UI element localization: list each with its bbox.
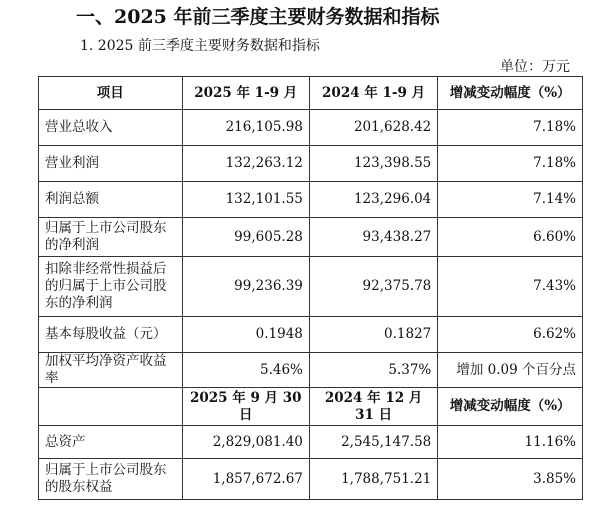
- section-heading: 一、2025 年前三季度主要财务数据和指标: [76, 6, 440, 28]
- value-cell: 99,236.39: [182, 257, 309, 317]
- change-cell: 7.14%: [438, 182, 583, 218]
- value-cell: 201,628.42: [309, 110, 437, 146]
- value-cell: 99,605.28: [182, 218, 309, 257]
- row-label: 营业总收入: [39, 110, 183, 146]
- header-cell: 项目: [39, 77, 183, 110]
- change-cell: 11.16%: [438, 426, 583, 459]
- value-cell: 132,101.55: [182, 182, 309, 218]
- header-cell: 2024 年 1-9 月: [309, 77, 437, 110]
- change-cell: 7.18%: [438, 146, 583, 182]
- change-cell: 7.18%: [438, 110, 583, 146]
- value-cell: 216,105.98: [182, 110, 309, 146]
- header-cell: 2025 年 9 月 30 日: [182, 388, 309, 426]
- subsection-heading: 1. 2025 前三季度主要财务数据和指标: [80, 38, 320, 54]
- value-cell: 132,263.12: [182, 146, 309, 182]
- row-label: 扣除非经常性损益后的归属于上市公司股东的净利润: [39, 257, 183, 317]
- table-header-row: [39, 77, 583, 110]
- row-label: 基本每股收益（元）: [39, 317, 183, 353]
- header-cell: 增减变动幅度（%）: [438, 388, 583, 426]
- change-cell: 6.62%: [438, 317, 583, 353]
- table-row: [39, 353, 583, 388]
- value-cell: 0.1827: [309, 317, 437, 353]
- change-cell: 6.60%: [438, 218, 583, 257]
- table-row: [39, 459, 583, 500]
- table-row: [39, 218, 583, 257]
- table-row: [39, 426, 583, 459]
- value-cell: 2,829,081.40: [182, 426, 309, 459]
- change-cell: 7.43%: [438, 257, 583, 317]
- header-cell: 2024 年 12 月 31 日: [309, 388, 437, 426]
- change-cell: 增加 0.09 个百分点: [438, 353, 583, 388]
- row-label: 归属于上市公司股东的股东权益: [39, 459, 183, 500]
- row-label: 营业利润: [39, 146, 183, 182]
- row-label: 加权平均净资产收益率: [39, 353, 183, 388]
- value-cell: 5.46%: [182, 353, 309, 388]
- unit-label: 单位：万元: [500, 59, 570, 75]
- row-label: 归属于上市公司股东的净利润: [39, 218, 183, 257]
- table-row: [39, 317, 583, 353]
- table-row: [39, 182, 583, 218]
- header-cell: [39, 388, 183, 426]
- row-label: 总资产: [39, 426, 183, 459]
- financial-data-table: [38, 76, 583, 500]
- value-cell: 93,438.27: [309, 218, 437, 257]
- value-cell: 92,375.78: [309, 257, 437, 317]
- table-header-row: [39, 388, 583, 426]
- value-cell: 1,857,672.67: [182, 459, 309, 500]
- value-cell: 2,545,147.58: [309, 426, 437, 459]
- value-cell: 123,398.55: [309, 146, 437, 182]
- value-cell: 5.37%: [309, 353, 437, 388]
- value-cell: 1,788,751.21: [309, 459, 437, 500]
- header-cell: 增减变动幅度（%）: [438, 77, 583, 110]
- value-cell: 123,296.04: [309, 182, 437, 218]
- table-row: [39, 146, 583, 182]
- change-cell: 3.85%: [438, 459, 583, 500]
- table-row: [39, 110, 583, 146]
- table-row: [39, 257, 583, 317]
- header-cell: 2025 年 1-9 月: [182, 77, 309, 110]
- value-cell: 0.1948: [182, 317, 309, 353]
- row-label: 利润总额: [39, 182, 183, 218]
